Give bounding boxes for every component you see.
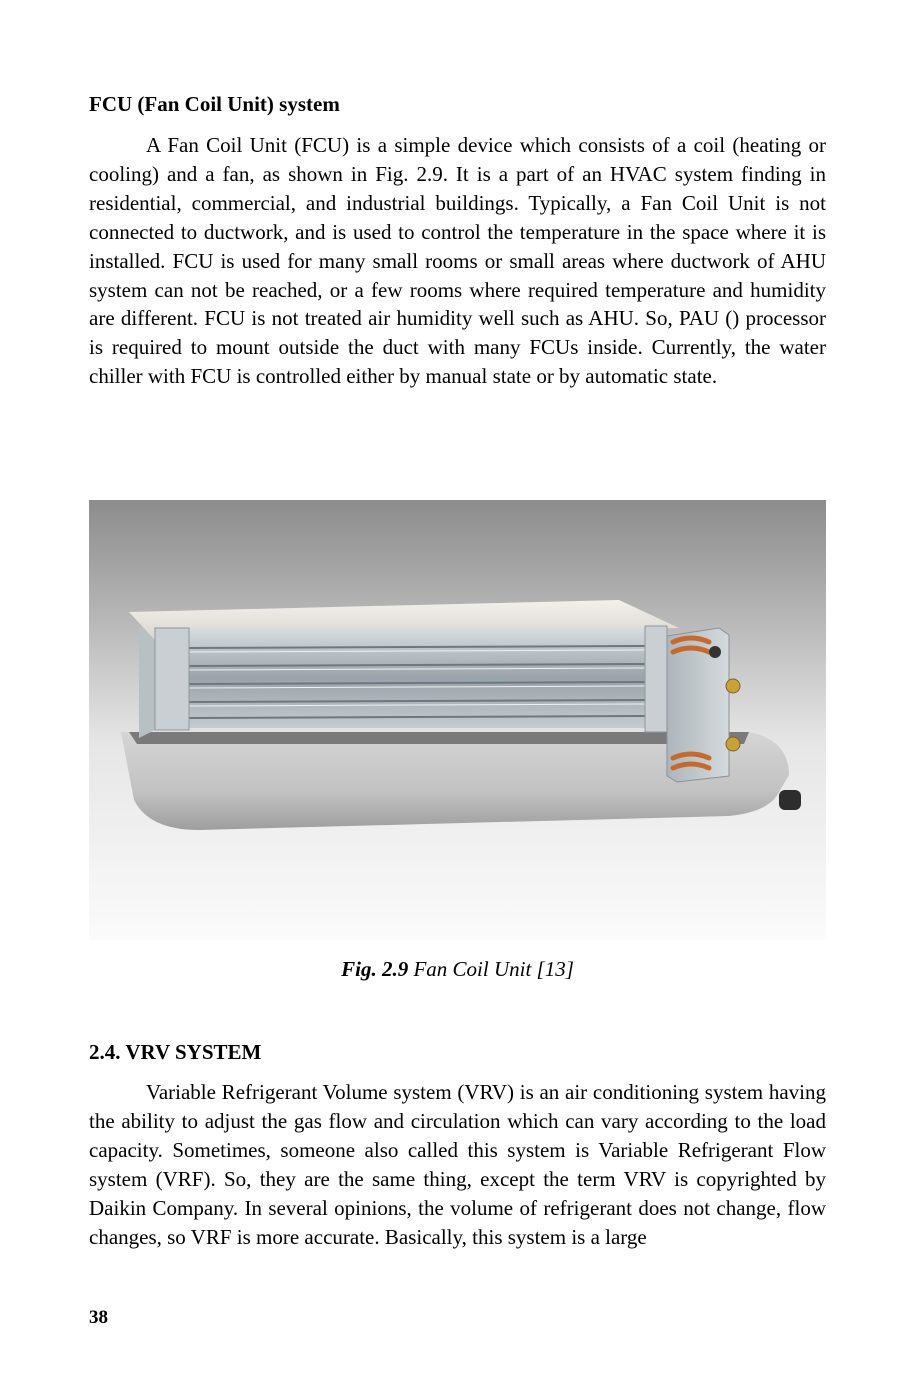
section-heading-vrv: 2.4. VRV SYSTEM [89,1040,262,1064]
section-paragraph-fcu: A Fan Coil Unit (FCU) is a simple device which consists of a coil (heating or cooling) and a fan, as shown in Fig. 2.9. It is a part of an HVAC system finding in residential, commercial, and industrial buildings. Typically, a Fan Coil Unit is not connected to ductwork, and is used to control the temperature in the space where it is installed. FCU is used for many small rooms or small areas where ductwork of AHU system can not be reached, or a few rooms where required temperature and humidity are different. FCU is not treated air humidity well such as AHU. So, PAU () processor is required to mount outside the duct with many FCUs inside. Currently, the water chiller with FCU is controlled either by manual state or by automatic state. [89,133,826,389]
section-heading-fcu: FCU (Fan Coil Unit) system [89,92,340,116]
figure-caption-text: Fan Coil Unit [13] [413,957,574,981]
figure-caption [89,955,826,983]
fan-coil-unit-photo [89,500,826,940]
figure-label: Fig. 2.9 [341,957,409,981]
section-paragraph-vrv: Variable Refrigerant Volume system (VRV) is an air conditioning system having the ability to adjust the gas flow and circulation which can vary according to the load capacity. Sometimes, someone also called this system is Variable Refrigerant Flow system (VRF). So, they are the same thing, except the term VRV is copyrighted by Daikin Company. In several opinions, the volume of refrigerant does not change, flow changes, so VRF is more accurate. Basically, this system is a large [89,1080,826,1249]
page-number: 38 [89,1307,108,1328]
fan-coil-unit-figure [89,500,826,940]
